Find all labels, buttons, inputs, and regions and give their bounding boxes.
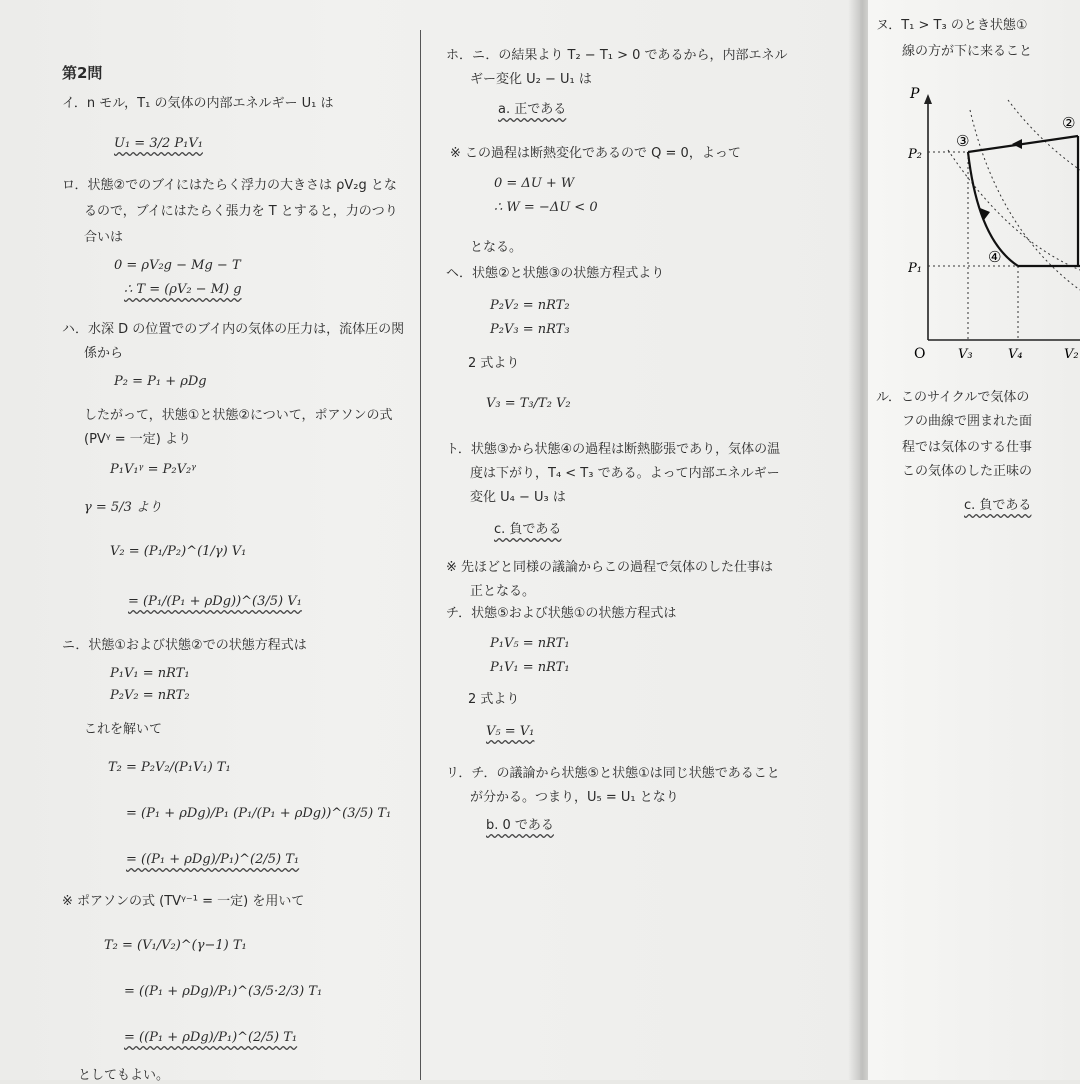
left-line: ニ．状態①および状態②での状態方程式は [62,638,307,653]
graph-label-v4: V₄ [1008,347,1023,362]
middle-line: V₃ = T₃/T₂ V₂ [486,396,571,411]
middle-line: 2 式より [468,356,520,371]
middle-line: ∴ W = −ΔU < 0 [494,200,598,215]
problem-title: 第2問 [62,64,103,82]
middle-line: が分かる。つまり，U₅ = U₁ となり [470,790,679,805]
left-line: = (P₁/(P₁ + ρDg))^(3/5) V₁ [128,594,302,609]
left-line: ロ．状態②でのブイにはたらく浮力の大きさは ρV₂g とな [62,178,397,193]
left-line: (PVᵞ = 一定) より [84,432,192,447]
middle-line: c. 負である [494,522,562,537]
state-2-label: ② [1062,114,1076,132]
left-line: P₁V₁ᵞ = P₂V₂ᵞ [110,462,197,477]
middle-line: 0 = ΔU + W [494,176,575,191]
pv-cycle-diagram [908,80,1080,370]
middle-line: 度は下がり，T₄ < T₃ である。よって内部エネルギー [470,466,780,481]
left-line: P₂V₂ = nRT₂ [110,688,190,703]
graph-label-origin: O [914,346,926,362]
left-line: これを解いて [84,722,163,737]
middle-line: ト．状態③から状態④の過程は断熱膨張であり，気体の温 [446,442,781,457]
left-line: U₁ = 3/2 P₁V₁ [114,136,203,151]
middle-line: ※ 先ほどと同様の議論からこの過程で気体のした仕事は [446,560,774,575]
right-line: ル．このサイクルで気体の [876,390,1030,405]
left-line: = ((P₁ + ρDg)/P₁)^(2/5) T₁ [124,1030,298,1045]
middle-line: 正となる。 [470,584,536,599]
middle-line: 変化 U₄ − U₃ は [470,490,566,505]
middle-line: b. 0 である [486,818,554,833]
middle-line: P₂V₃ = nRT₃ [490,322,570,337]
right-line: 程では気体のする仕事 [902,440,1033,455]
right-line: フの曲線で囲まれた面 [902,414,1033,429]
graph-label-v2: V₂ [1064,347,1079,362]
left-line: ハ．水深 D の位置でのブイ内の気体の圧力は，流体圧の関 [62,322,405,337]
middle-line: P₁V₅ = nRT₁ [490,636,570,651]
column-divider [420,30,421,1080]
middle-line: ヘ．状態②と状態③の状態方程式より [446,266,665,281]
left-line: P₂ = P₁ + ρDg [114,374,207,389]
left-line: イ．n モル，T₁ の気体の内部エネルギー U₁ は [62,96,334,111]
left-line: T₂ = P₂V₂/(P₁V₁) T₁ [108,760,231,775]
middle-line: P₁V₁ = nRT₁ [490,660,570,675]
left-line: P₁V₁ = nRT₁ [110,666,190,681]
right-line: この気体のした正味の [902,464,1033,479]
right-line: 線の方が下に来ること [902,44,1033,59]
left-line: ※ ポアソンの式 (TVᵞ⁻¹ = 一定) を用いて [62,894,305,909]
graph-label-v3: V₃ [958,347,973,362]
state-4-label: ④ [988,248,1002,266]
middle-line: ギー変化 U₂ − U₁ は [470,72,592,87]
flow-arrow [1012,139,1022,149]
right-line: c. 負である [964,498,1032,513]
graph-label-p2: P₂ [908,147,922,162]
right-line: ヌ．T₁ > T₃ のとき状態① [876,18,1028,33]
left-line: T₂ = (V₁/V₂)^(γ−1) T₁ [104,938,247,953]
graph-label-p: P [910,86,920,102]
middle-line: a. 正である [498,102,567,117]
left-line: 係から [84,346,124,361]
p-axis-arrow [924,94,932,104]
right-page [868,0,1080,1080]
middle-line: となる。 [470,240,523,255]
graph-label-p1: P₁ [908,261,922,276]
left-line: γ = 5/3 より [84,500,162,515]
middle-line: チ．状態⑤および状態①の状態方程式は [446,606,677,621]
left-line: V₂ = (P₁/P₂)^(1/γ) V₁ [110,544,247,559]
middle-line: リ．チ．の議論から状態⑤と状態①は同じ状態であること [446,766,780,781]
left-line: としてもよい。 [78,1068,170,1083]
left-line: ∴ T = (ρV₂ − M) g [124,282,242,297]
left-line: = (P₁ + ρDg)/P₁ (P₁/(P₁ + ρDg))^(3/5) T₁ [126,806,392,821]
middle-line: 2 式より [468,692,520,707]
middle-line: V₅ = V₁ [486,724,535,739]
middle-line: P₂V₂ = nRT₂ [490,298,570,313]
isotherm-3 [1008,100,1080,170]
middle-line: ホ．ニ．の結果より T₂ − T₁ > 0 であるから，内部エネル [446,48,788,63]
left-line: したがって，状態①と状態②について，ポアソンの式 [84,408,393,423]
cycle-path-2-3 [968,136,1078,152]
state-3-label: ③ [956,132,970,150]
left-line: = ((P₁ + ρDg)/P₁)^(3/5·2/3) T₁ [124,984,323,999]
left-line: 合いは [84,230,124,245]
left-line: るので，ブイにはたらく張力を T とすると，力のつり [84,204,398,219]
left-line: 0 = ρV₂g − Mg − T [114,258,241,273]
left-line: = ((P₁ + ρDg)/P₁)^(2/5) T₁ [126,852,300,867]
middle-line: ※ この過程は断熱変化であるので Q = 0，よって [450,146,741,161]
